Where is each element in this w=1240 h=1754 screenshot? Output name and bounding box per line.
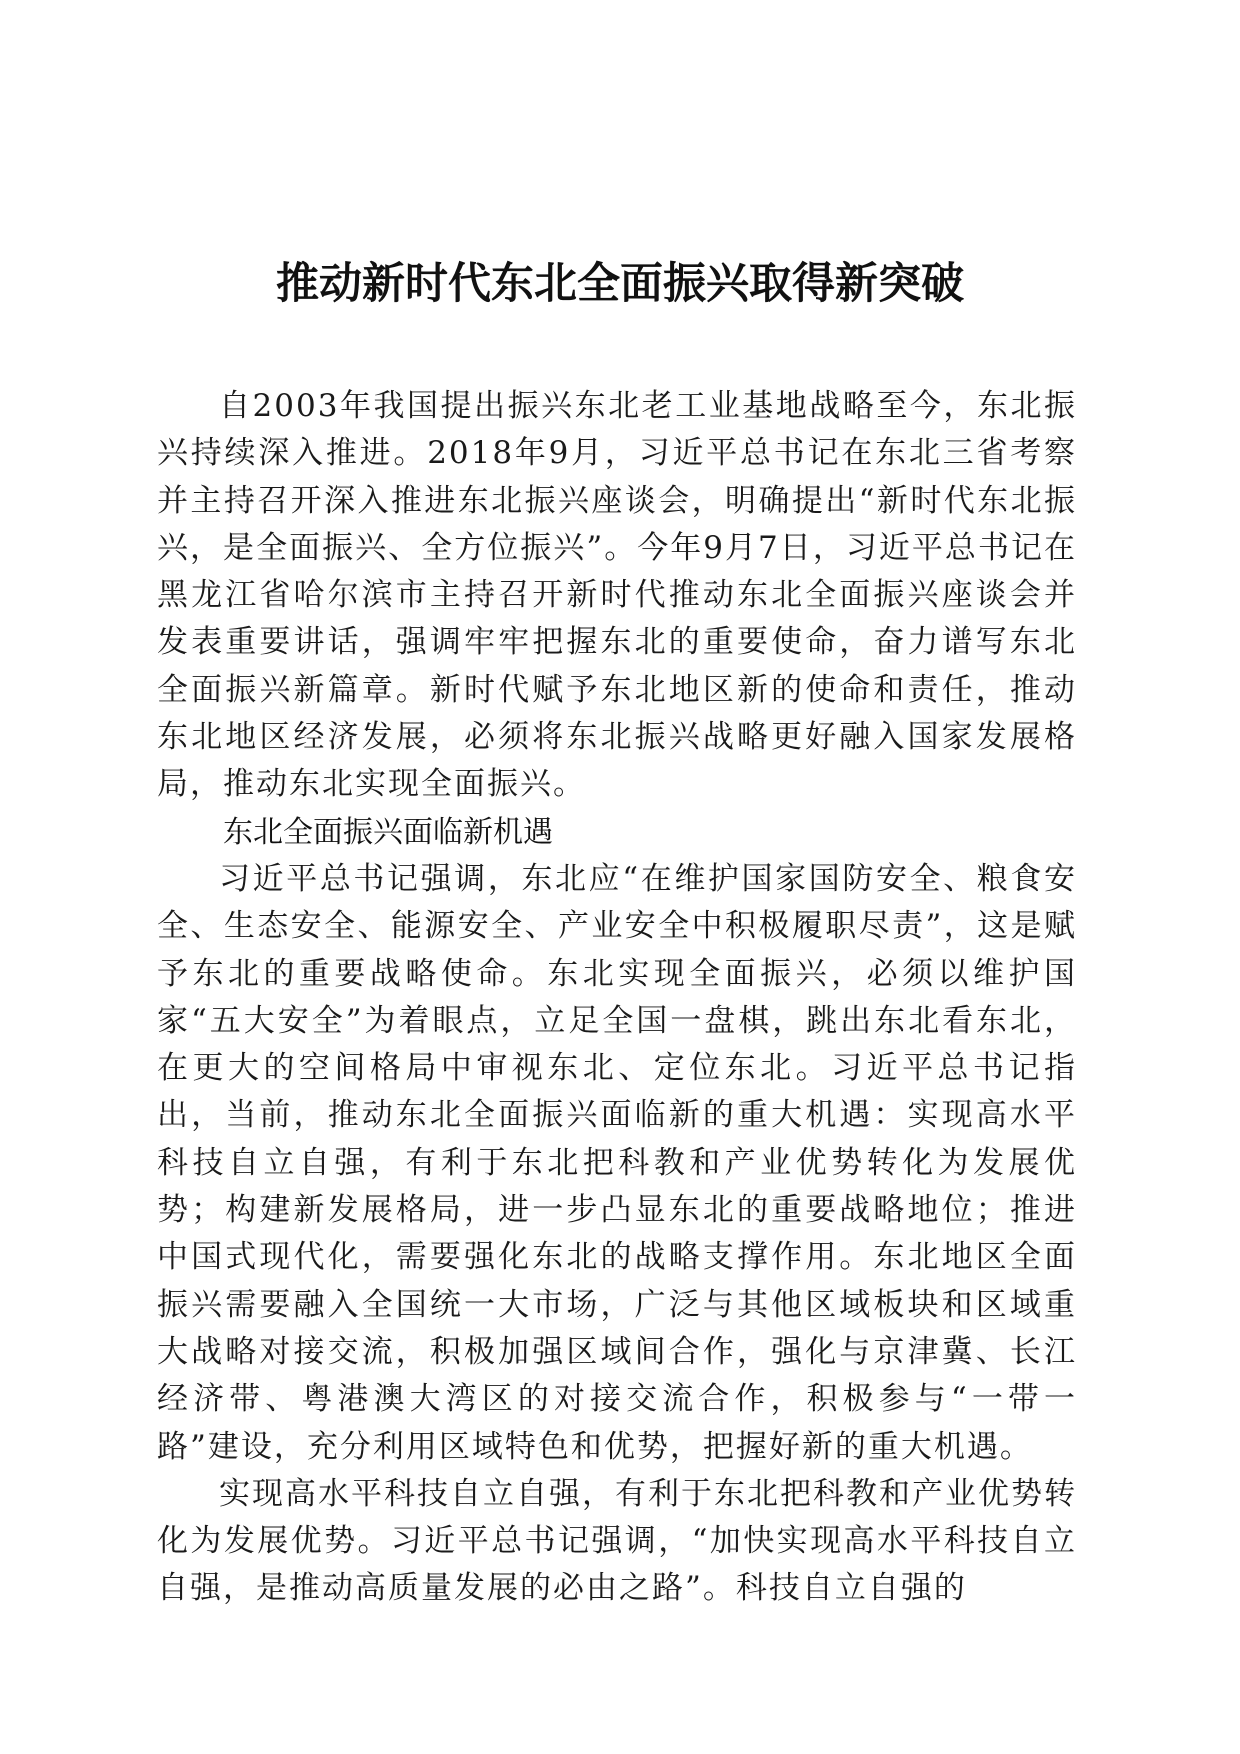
document-title: 推动新时代东北全面振兴取得新突破 — [276, 259, 964, 309]
document-body — [157, 383, 1077, 1613]
section-heading: 东北全面振兴面临新机遇 — [223, 814, 553, 850]
paragraph-technology: 实现高水平科技自立自强，有利于东北把科教和产业优势转化为发展优势。习近平总书记强调，“加快实现高水平科技自立自强，是推动高质量发展的必由之路”。科技自立自强的 — [157, 1475, 1077, 1607]
paragraph-opportunities: 习近平总书记强调，东北应“在维护国家国防安全、粮食安全、生态安全、能源安全、产业安全中积极履职尽责”，这是赋予东北的重要战略使命。东北实现全面振兴，必须以维护国家“五大安全”为着眼点，立足全国一盘棋，跳出东北看东北，在更大的空间格局中审视东北、定位东北。习近平总书记指出，当前，推动东北全面振兴面临新的重大机遇：实现高水平科技自立自强，有利于东北把科教和产业优势转化为发展优势；构建新发展格局，进一步凸显东北的重要战略地位；推进中国式现代化，需要强化东北的战略支撑作用。东北地区全面振兴需要融入全国统一大市场，广泛与其他区域板块和区域重大战略对接交流，积极加强区域间合作，强化与京津冀、长江经济带、粤港澳大湾区的对接交流合作，积极参与“一带一路”建设，充分利用区域特色和优势，把握好新的重大机遇。 — [157, 860, 1077, 1465]
paragraph-intro: 自2003年我国提出振兴东北老工业基地战略至今，东北振兴持续深入推进。2018年9月，习近平总书记在东北三省考察并主持召开深入推进东北振兴座谈会，明确提出“新时代东北振兴，是全面振兴、全方位振兴”。今年9月7日，习近平总书记在黑龙江省哈尔滨市主持召开新时代推动东北全面振兴座谈会并发表重要讲话，强调牢牢把握东北的重要使命，奋力谱写东北全面振兴新篇章。新时代赋予东北地区新的使命和责任，推动东北地区经济发展，必须将东北振兴战略更好融入国家发展格局，推动东北实现全面振兴。 — [157, 388, 1077, 803]
